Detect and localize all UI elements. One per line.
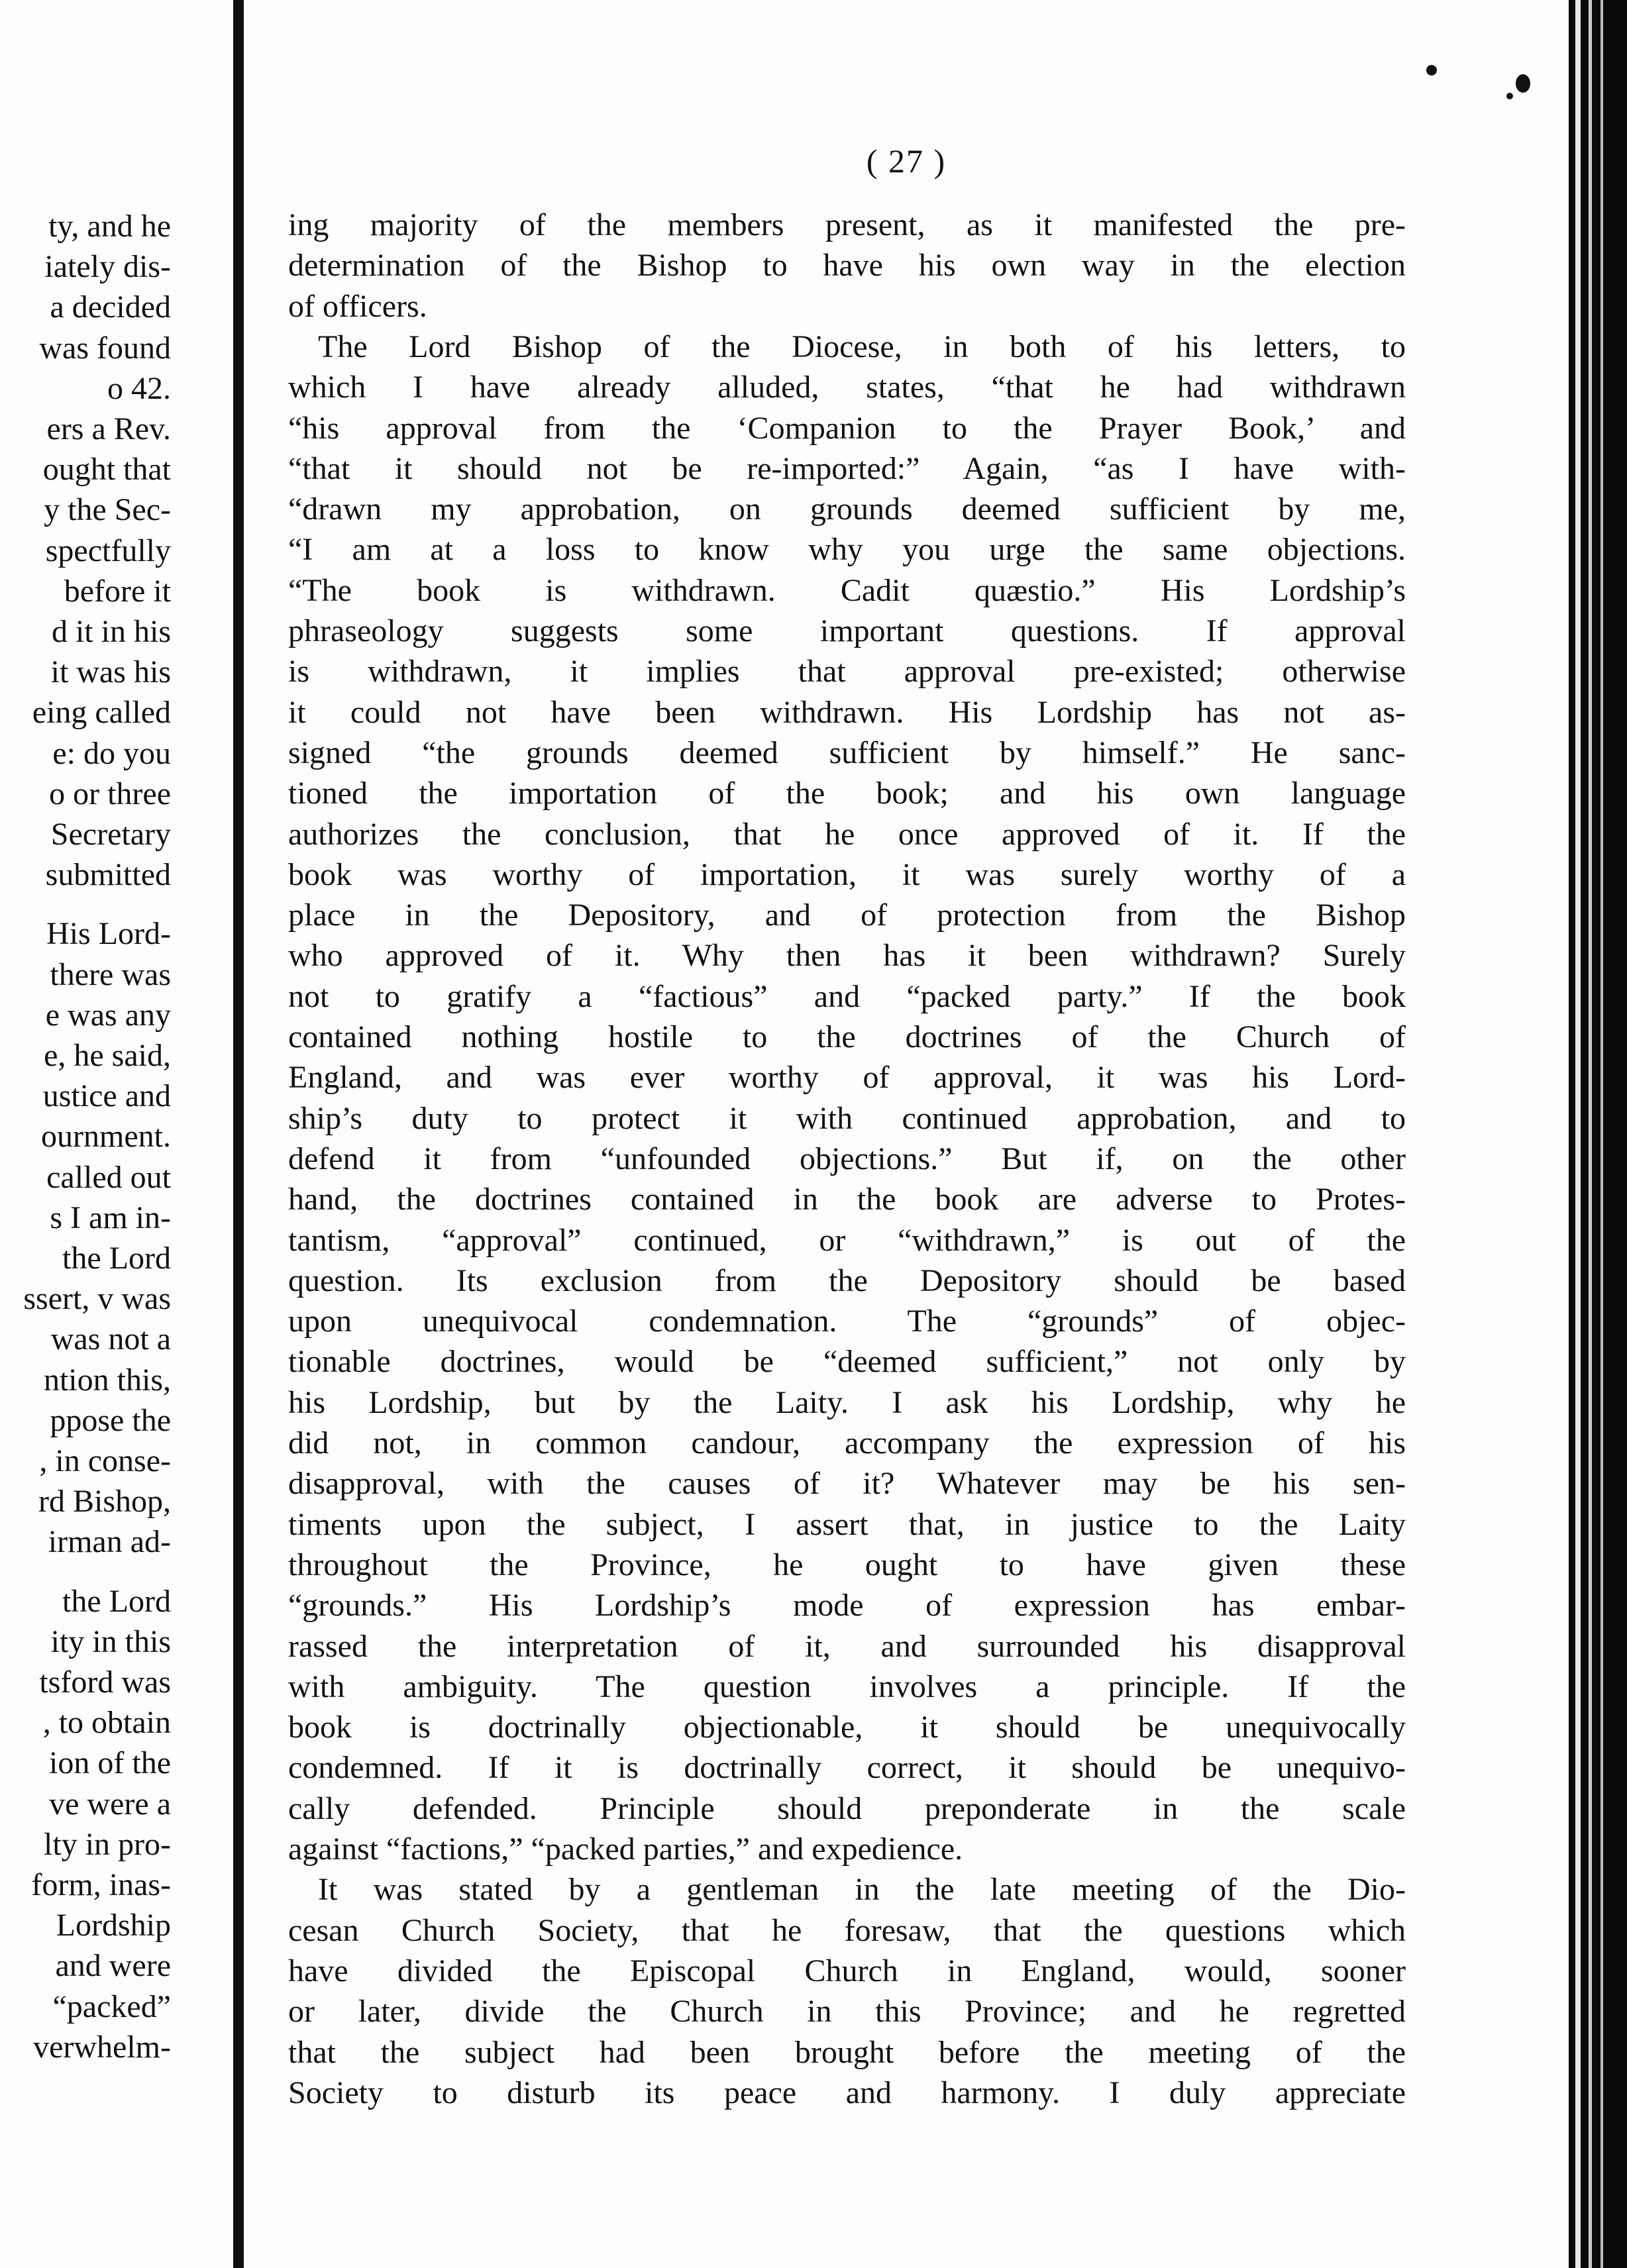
main-text-line: place in the Depository, and of protection from the Bishop	[288, 898, 1406, 933]
left-column-line: eing called	[32, 695, 171, 730]
left-column-line: a decided	[50, 289, 171, 325]
main-text-line: did not, in common candour, accompany the expression of his	[288, 1425, 1406, 1461]
main-text-line: condemned. If it is doctrinally correct, it should be unequivo-	[288, 1750, 1406, 1785]
left-column-line: Secretary	[50, 817, 171, 852]
left-column-line: tsford was	[39, 1665, 171, 1700]
main-text-line: upon unequivocal condemnation. The “grounds” of objec-	[288, 1304, 1406, 1339]
main-text-line: The Lord Bishop of the Diocese, in both of his letters, to	[318, 329, 1406, 364]
left-column-line: verwhelm-	[33, 2030, 171, 2065]
main-text-line: tionable doctrines, would be “deemed sufficient,” not only by	[288, 1344, 1406, 1379]
left-column-line: the Lord	[62, 1241, 171, 1276]
left-column-line: o or three	[49, 776, 171, 811]
main-text-line: with ambiguity. The question involves a principle. If the	[288, 1669, 1406, 1704]
main-text-line: it could not have been withdrawn. His Lordship has not as-	[288, 695, 1406, 730]
main-text-line: book was worthy of importation, it was surely worthy of a	[288, 857, 1406, 892]
left-column-line: His Lord-	[46, 916, 171, 951]
main-text-line: authorizes the conclusion, that he once approved of it. If the	[288, 817, 1406, 852]
left-column-line: e: do you	[52, 736, 171, 771]
main-text-line: “The book is withdrawn. Cadit quæstio.” His Lordship’s	[288, 573, 1406, 608]
left-column-line: ustice and	[42, 1078, 171, 1113]
main-text-line: that the subject had been brought before the meeting of the	[288, 2035, 1406, 2070]
left-column-line: e was any	[45, 998, 171, 1033]
main-text-line: tantism, “approval” continued, or “withdrawn,” is out of the	[288, 1223, 1406, 1258]
left-column-line: irman ad-	[48, 1524, 171, 1559]
left-page-fragment	[0, 0, 233, 2268]
main-text-line: disapproval, with the causes of it? Whatever may be his sen-	[288, 1466, 1406, 1501]
left-column-line: ers a Rev.	[46, 411, 171, 446]
main-text-line: throughout the Province, he ought to have given these	[288, 1547, 1406, 1582]
left-column-line: ty, and he	[48, 209, 171, 244]
main-text-line: have divided the Episcopal Church in England, would, sooner	[288, 1953, 1406, 1988]
main-text-line: phraseology suggests some important questions. If approval	[288, 613, 1406, 648]
main-text-line: his Lordship, but by the Laity. I ask his Lordship, why he	[288, 1385, 1406, 1420]
left-column-line: called out	[46, 1160, 171, 1195]
left-column-line: submitted	[45, 857, 171, 892]
main-text-line: ship’s duty to protect it with continued approbation, and to	[288, 1101, 1406, 1136]
left-column-line: , in conse-	[39, 1443, 171, 1478]
left-column-line: ought that	[42, 452, 171, 487]
main-text-line: ing majority of the members present, as it manifested the pre-	[288, 207, 1406, 242]
main-text-line: cesan Church Society, that he foresaw, that the questions which	[288, 1913, 1406, 1948]
main-text-line: cally defended. Principle should preponderate in the scale	[288, 1791, 1406, 1826]
ink-speck	[1506, 93, 1513, 99]
right-page	[244, 0, 1569, 2268]
main-text-line: rassed the interpretation of it, and surrounded his disapproval	[288, 1629, 1406, 1664]
main-text-line: determination of the Bishop to have his own way in the election	[288, 248, 1406, 283]
page-edge	[1569, 0, 1627, 2268]
left-column-line: ournment.	[41, 1119, 171, 1154]
main-text-line: timents upon the subject, I assert that, in justice to the Laity	[288, 1507, 1406, 1542]
left-column-line: rd Bishop,	[38, 1484, 171, 1519]
left-column-line: o 42.	[107, 371, 171, 406]
main-text-line: not to gratify a “factious” and “packed party.” If the book	[288, 979, 1406, 1014]
left-column-line: there was	[50, 957, 171, 992]
main-text-line: of officers.	[288, 289, 427, 324]
left-column-line: lty in pro-	[44, 1827, 171, 1862]
main-text-line: “that it should not be re-imported:” Again, “as I have with-	[288, 451, 1406, 486]
main-text-line: question. Its exclusion from the Depository should be based	[288, 1263, 1406, 1298]
left-column-line: ntion this,	[43, 1363, 171, 1398]
main-text-line: contained nothing hostile to the doctrines of the Church of	[288, 1019, 1406, 1055]
left-column-line: “packed”	[52, 1989, 171, 2024]
main-text-line: hand, the doctrines contained in the book are adverse to Protes-	[288, 1182, 1406, 1217]
main-text-line: “I am at a loss to know why you urge the same objections.	[288, 532, 1406, 567]
main-text-line: or later, divide the Church in this Province; and he regretted	[288, 1994, 1406, 2029]
left-column-line: the Lord	[62, 1584, 171, 1619]
main-text-line: which I have already alluded, states, “that he had withdrawn	[288, 370, 1406, 405]
main-text-line: against “factions,” “packed parties,” and expedience.	[288, 1831, 963, 1867]
left-column-line: ity in this	[50, 1624, 171, 1659]
main-text-line: tioned the importation of the book; and his own language	[288, 776, 1406, 811]
left-column-line: form, inas-	[31, 1867, 171, 1902]
left-column-line: Lordship	[56, 1908, 171, 1943]
main-text-line: signed “the grounds deemed sufficient by himself.” He sanc-	[288, 735, 1406, 770]
left-column-line: , to obtain	[42, 1705, 171, 1740]
left-column-line: was not a	[50, 1321, 171, 1357]
main-text-line: It was stated by a gentleman in the late meeting of the Dio-	[318, 1872, 1406, 1907]
page-number: ( 27 )	[866, 142, 947, 180]
left-column-line: s I am in-	[50, 1200, 171, 1235]
left-column-line: d it in his	[51, 614, 171, 649]
main-text-line: “his approval from the ‘Companion to the Prayer Book,’ and	[288, 411, 1406, 446]
left-column-line: was found	[39, 331, 171, 366]
ink-speck	[1516, 74, 1530, 93]
main-text-line: “grounds.” His Lordship’s mode of expression has embar-	[288, 1588, 1406, 1623]
left-column-line: iately dis-	[44, 249, 171, 284]
main-text-line: defend it from “unfounded objections.” But if, on the other	[288, 1141, 1406, 1176]
main-text-line: book is doctrinally objectionable, it should be unequivocally	[288, 1710, 1406, 1745]
left-column-line: spectfully	[45, 533, 171, 568]
left-column-line: before it	[64, 574, 171, 609]
book-gutter	[233, 0, 244, 2268]
left-column-line: ion of the	[49, 1745, 171, 1780]
left-column-line: y the Sec-	[44, 492, 171, 527]
ink-speck	[1426, 65, 1437, 76]
left-column-line: ssert, v was	[23, 1281, 171, 1316]
main-text-line: “drawn my approbation, on grounds deemed sufficient by me,	[288, 491, 1406, 527]
left-column-line: and were	[55, 1948, 171, 1983]
main-text-line: is withdrawn, it implies that approval pre-existed; otherwise	[288, 654, 1406, 689]
main-text-line: who approved of it. Why then has it been withdrawn? Surely	[288, 938, 1406, 973]
main-text-line: Society to disturb its peace and harmony. I duly appreciate	[288, 2075, 1406, 2110]
left-column-line: e, he said,	[44, 1038, 171, 1073]
left-column-line: it was his	[50, 654, 171, 690]
main-text-line: England, and was ever worthy of approval, it was his Lord-	[288, 1060, 1406, 1095]
left-column-line: ppose the	[50, 1403, 171, 1438]
left-column-line: ve were a	[49, 1786, 171, 1822]
